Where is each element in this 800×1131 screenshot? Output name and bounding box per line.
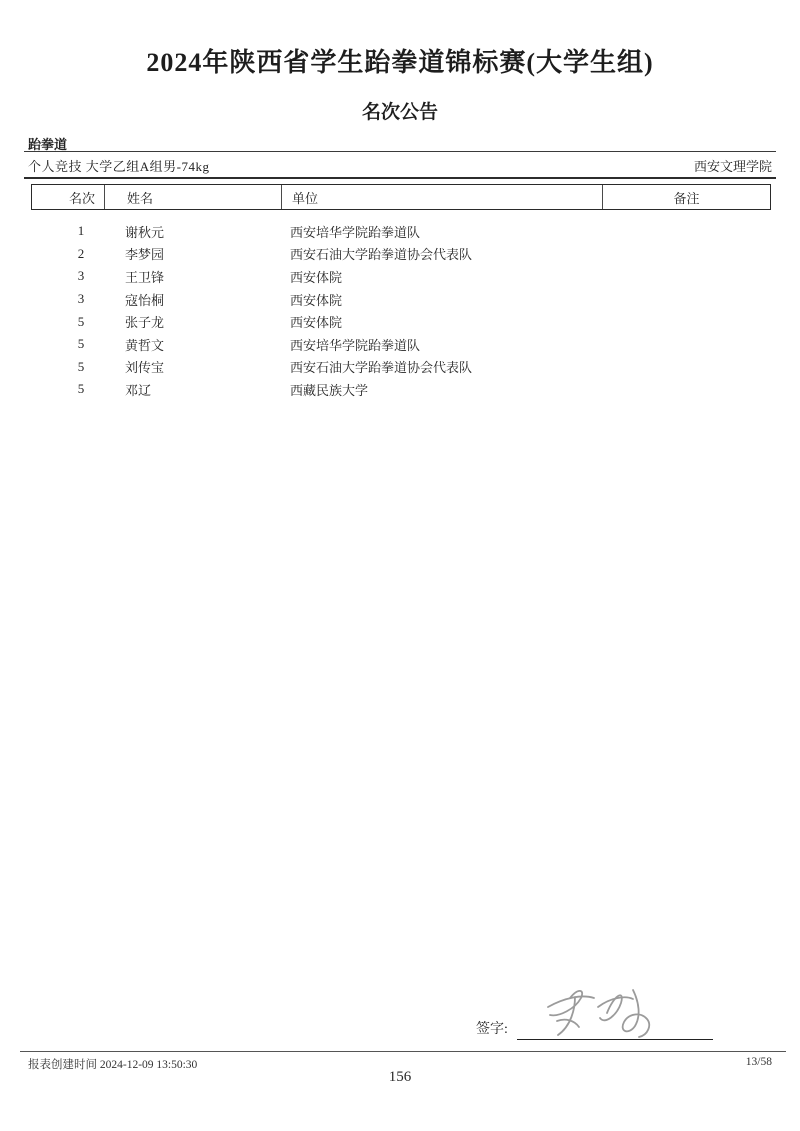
- name-cell: 王卫锋: [125, 269, 165, 285]
- rank-cell: 3: [77, 291, 85, 307]
- unit-cell: 西安体院: [290, 315, 343, 331]
- footer-divider: [20, 1051, 786, 1052]
- divider-line-thick: [24, 177, 776, 179]
- header-name: 姓名: [104, 185, 281, 209]
- table-row: [31, 356, 771, 379]
- rank-cell: 5: [77, 381, 85, 397]
- table-row: [31, 243, 771, 266]
- name-cell: 李梦园: [125, 247, 165, 263]
- name-cell: 张子龙: [125, 315, 165, 331]
- divider-line: [24, 151, 776, 152]
- header-rank: 名次: [68, 190, 95, 206]
- header-unit: 单位: [281, 185, 602, 209]
- header-note: 备注: [602, 185, 770, 209]
- unit-cell: 西安培华学院跆拳道队: [290, 337, 421, 353]
- unit-cell: 西安石油大学跆拳道协会代表队: [290, 247, 473, 263]
- document-subtitle: 名次公告: [361, 102, 438, 123]
- name-cell: 刘传宝: [125, 360, 165, 376]
- unit-cell: 西安培华学院跆拳道队: [290, 224, 421, 240]
- document-title: 2024年陕西省学生跆拳道锦标赛(大学生组): [146, 48, 654, 77]
- name-cell: 黄哲文: [125, 337, 165, 353]
- table-row: [31, 220, 771, 243]
- sport-label: 跆拳道: [28, 137, 68, 152]
- rank-cell: 5: [77, 336, 85, 352]
- table-body: [31, 213, 771, 401]
- event-name: 个人竞技 大学乙组A组男-74kg: [28, 159, 210, 174]
- rank-cell: 2: [77, 245, 85, 261]
- unit-cell: 西安石油大学跆拳道协会代表队: [290, 360, 473, 376]
- table-row: [31, 265, 771, 288]
- unit-cell: 西安体院: [290, 292, 343, 308]
- event-info-row: [28, 156, 772, 175]
- handwritten-signature: [540, 982, 670, 1040]
- table-row: [31, 333, 771, 356]
- table-row: [31, 378, 771, 401]
- name-cell: 寇怡桐: [125, 292, 165, 308]
- name-cell: 谢秋元: [125, 224, 165, 240]
- signature-block: [476, 1018, 508, 1038]
- rank-cell: 5: [77, 358, 85, 374]
- rank-cell: 5: [77, 313, 85, 329]
- table-header-row: [31, 184, 771, 210]
- organization-name: 西安文理学院: [693, 159, 772, 174]
- sheet-number: 13/58: [745, 1056, 772, 1068]
- report-created-timestamp: 报表创建时间 2024-12-09 13:50:30: [28, 1059, 198, 1071]
- table-row: [31, 310, 771, 333]
- table-row: [31, 288, 771, 311]
- name-cell: 邓辽: [125, 382, 152, 398]
- unit-cell: 西安体院: [290, 269, 343, 285]
- signature-label: 签字:: [476, 1022, 508, 1037]
- unit-cell: 西藏民族大学: [290, 382, 369, 398]
- rank-cell: 3: [77, 268, 85, 284]
- rank-cell: 1: [77, 223, 85, 239]
- page-number: 156: [388, 1069, 412, 1085]
